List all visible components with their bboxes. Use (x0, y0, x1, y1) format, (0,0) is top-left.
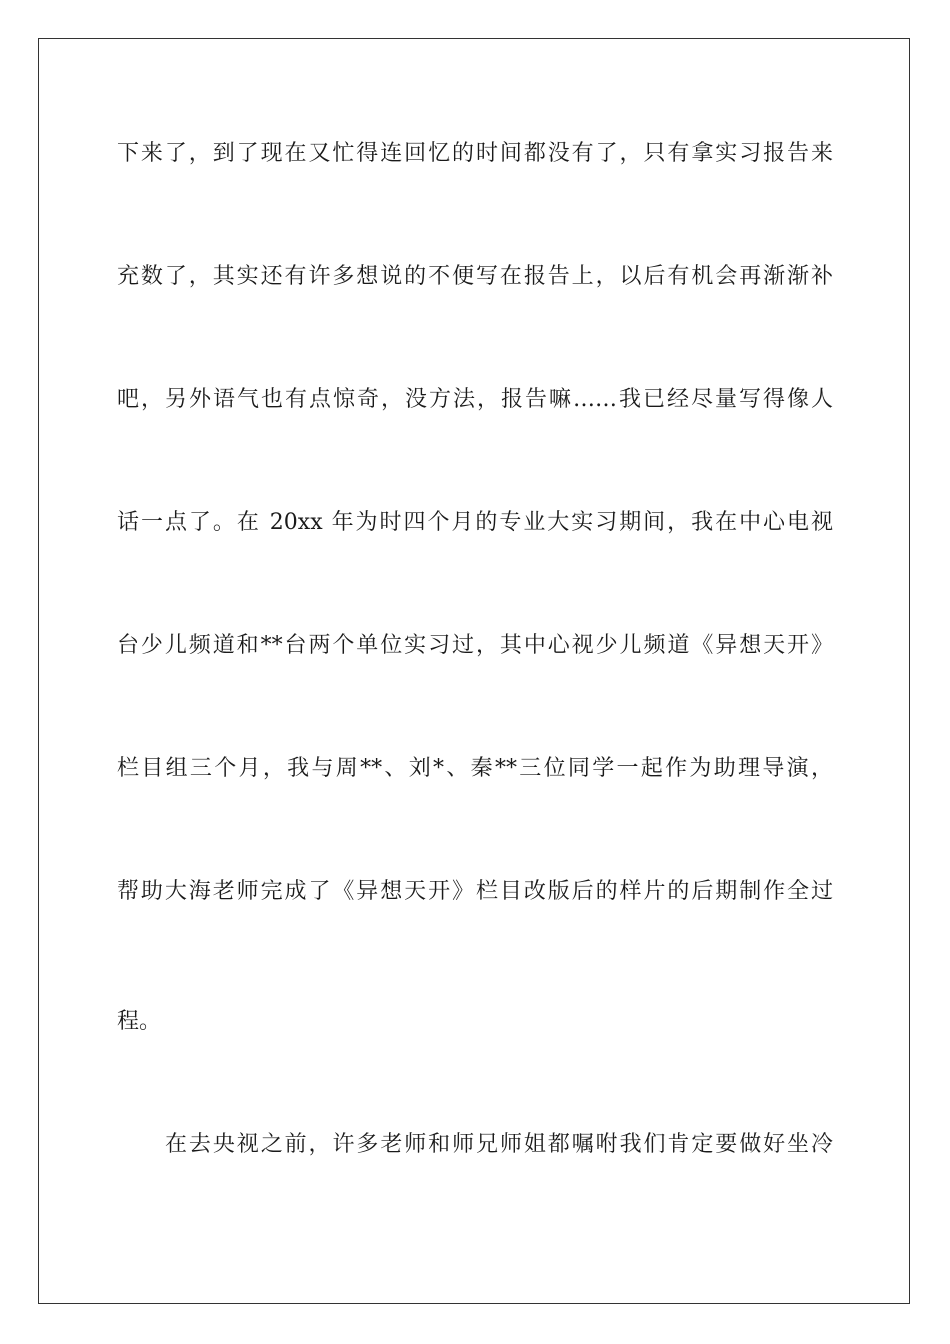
paragraph-line: 台少儿频道和**台两个单位实习过，其中心视少儿频道《异想天开》 (117, 633, 833, 658)
paragraph-line: 充数了，其实还有许多想说的不便写在报告上，以后有机会再渐渐补 (117, 264, 833, 289)
paragraph-line: 下来了，到了现在又忙得连回忆的时间都没有了，只有拿实习报告来 (117, 141, 833, 166)
paragraph-line: 程。 (117, 1009, 162, 1034)
page-border (38, 38, 910, 1304)
paragraph-line: 帮助大海老师完成了《异想天开》栏目改版后的样片的后期制作全过 (117, 879, 833, 904)
paragraph-line: 吧，另外语气也有点惊奇，没方法，报告嘛……我已经尽量写得像人 (117, 387, 833, 412)
paragraph-line: 话一点了。在 20xx 年为时四个月的专业大实习期间，我在中心电视 (117, 510, 833, 535)
paragraph-line: 栏目组三个月，我与周**、刘*、秦**三位同学一起作为助理导演， (117, 756, 833, 781)
paragraph-line-indented: 在去央视之前，许多老师和师兄师姐都嘱咐我们肯定要做好坐冷 (165, 1132, 833, 1157)
